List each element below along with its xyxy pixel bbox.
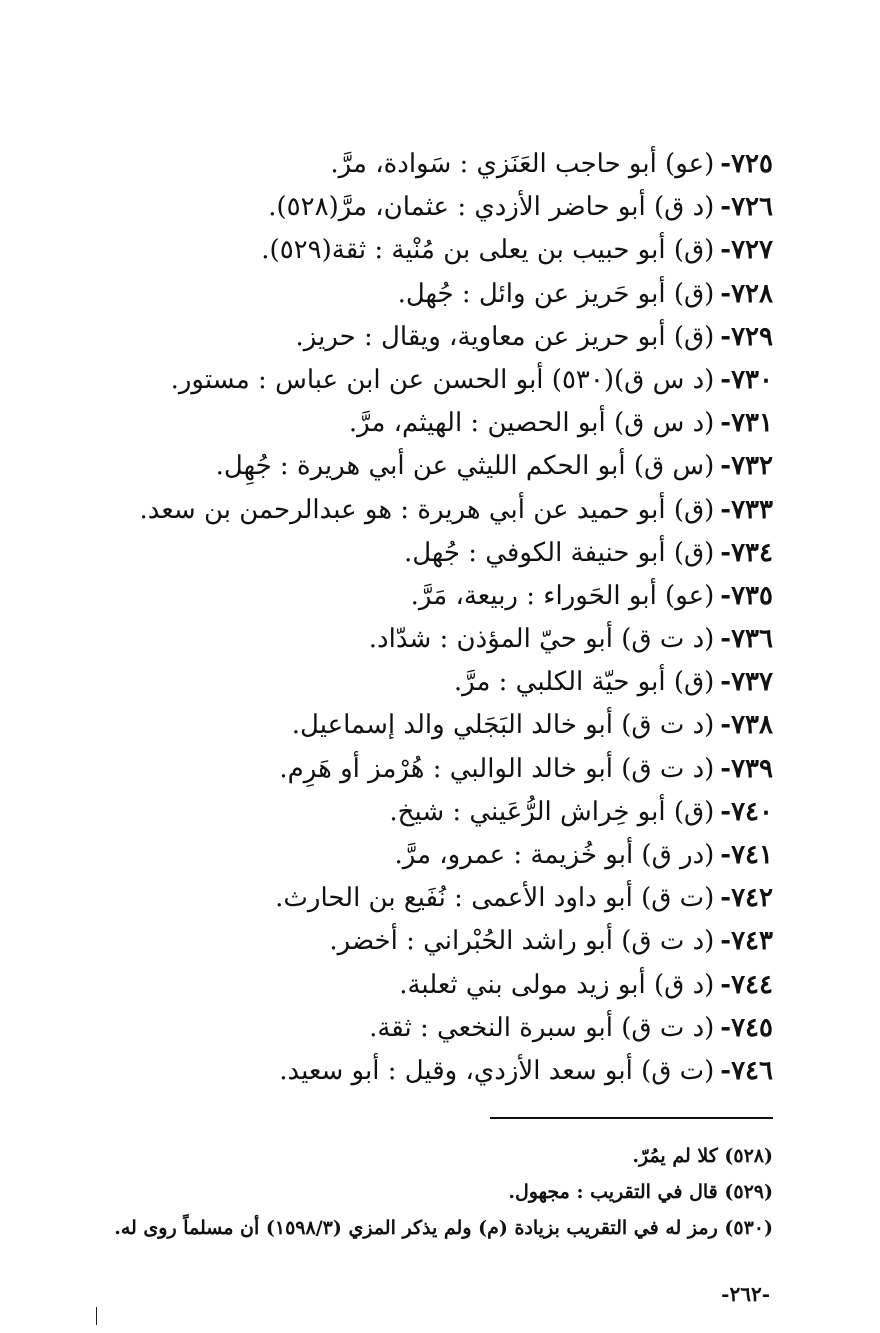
footnote-530: (٥٣٠) رمز له في التقريب بزيادة (م) ولم يذكر المزي (١٥٩٨/٣) أن مسلماً روى له.: [114, 1217, 773, 1239]
entry-number: ٧٣٥-: [720, 580, 773, 611]
footnote-529: (٥٢٩) قال في التقريب : مجهول.: [508, 1181, 773, 1203]
entry-746: [93, 1050, 773, 1093]
entry-744: [93, 964, 773, 1007]
entry-text: (د س ق)(٥٣٠) أبو الحسن عن ابن عباس : مستور.: [170, 364, 715, 395]
entry-text: (ق) أبو خِراش الرُّعَيني : شيخ.: [389, 796, 715, 827]
entry-725: [93, 143, 773, 186]
entry-745: [93, 1007, 773, 1050]
entry-text: (عو) أبو الحَوراء : ربيعة، مَرَّ.: [410, 580, 715, 611]
entry-text: (ق) أبو حَريز عن وائل : جُهل.: [397, 278, 715, 309]
entry-number: ٧٣٤-: [720, 537, 773, 568]
entry-732: [93, 445, 773, 488]
entry-number: ٧٤٤-: [720, 969, 773, 1000]
entry-text: (ق) أبو حيّة الكلبي : مرَّ.: [453, 667, 715, 698]
entry-736: [93, 618, 773, 661]
margin-mark: [96, 1307, 97, 1325]
entry-text: (عو) أبو حاجب العَنَزي : سَوادة، مرَّ.: [330, 149, 715, 179]
entry-727: [93, 229, 773, 272]
entry-text: (د ت ق) أبو راشد الحُبْراني : أخضر.: [329, 926, 715, 957]
entry-number: ٧٢٧-: [720, 235, 773, 266]
entry-number: ٧٣٧-: [720, 667, 773, 698]
entry-number: ٧٣٦-: [720, 624, 773, 655]
entry-737: [93, 661, 773, 704]
footnote-528: (٥٢٨) كلا لم يمُرّ.: [632, 1145, 773, 1167]
entry-733: [93, 489, 773, 532]
entry-text: (ت ق) أبو سعد الأزدي، وقيل : أبو سعيد.: [279, 1055, 715, 1086]
entry-number: ٧٣٣-: [720, 494, 773, 525]
entry-731: [93, 402, 773, 445]
footnote-list: [93, 1138, 773, 1246]
entry-text: (س ق) أبو الحكم الليثي عن أبي هريرة : جُهِل.: [215, 451, 715, 482]
entry-726: [93, 186, 773, 229]
entry-number: ٧٤٣-: [720, 926, 773, 957]
entry-text: (د ق) أبو حاضر الأزدي : عثمان، مرَّ(٥٢٨).: [268, 192, 715, 223]
entry-list: [93, 143, 773, 1093]
entry-text: (د ت ق) أبو سبرة النخعي : ثقة.: [369, 1012, 715, 1043]
entry-text: (د ق) أبو زيد مولى بني ثعلبة.: [399, 969, 715, 1000]
entry-742: [93, 877, 773, 920]
entry-text: (ق) أبو حميد عن أبي هريرة : هو عبدالرحمن بن سعد.: [139, 494, 715, 525]
page-number: -٢٦٢-: [721, 1282, 770, 1306]
entry-text: (در ق) أبو خُزيمة : عمرو، مرَّ.: [394, 840, 715, 870]
entry-number: ٧٢٦-: [720, 192, 773, 223]
entry-number: ٧٣٩-: [720, 753, 773, 784]
entry-734: [93, 532, 773, 575]
entry-number: ٧٤٥-: [720, 1012, 773, 1043]
entry-728: [93, 273, 773, 316]
entry-738: [93, 704, 773, 747]
entry-743: [93, 920, 773, 963]
entry-number: ٧٤٢-: [720, 883, 773, 914]
entry-number: ٧٣٠-: [720, 364, 773, 395]
entry-number: ٧٤١-: [720, 840, 773, 870]
entry-text: (د ت ق) أبو حيّ المؤذن : شدّاد.: [368, 624, 715, 655]
entry-number: ٧٢٩-: [720, 321, 773, 352]
entry-text: (د س ق) أبو الحصين : الهيثم، مرَّ.: [348, 408, 715, 439]
entry-text: (ق) أبو حريز عن معاوية، ويقال : حريز.: [295, 321, 715, 352]
entry-text: (ق) أبو حنيفة الكوفي : جُهل.: [403, 537, 715, 568]
entry-730: [93, 359, 773, 402]
entry-text: (ق) أبو حبيب بن يعلى بن مُنْية : ثقة(٥٢٩).: [261, 235, 715, 266]
entry-number: ٧٤٠-: [720, 796, 773, 827]
entry-735: [93, 575, 773, 618]
entry-number: ٧٣١-: [720, 408, 773, 439]
footnote-divider: [490, 1117, 773, 1119]
entry-739: [93, 748, 773, 791]
entry-number: ٧٢٨-: [720, 278, 773, 309]
entry-740: [93, 791, 773, 834]
entry-number: ٧٣٢-: [720, 451, 773, 482]
entry-text: (د ت ق) أبو خالد الوالبي : هُرْمز أو هَرِم.: [279, 753, 715, 784]
entry-729: [93, 316, 773, 359]
entry-number: ٧٤٦-: [720, 1055, 773, 1086]
entry-741: [93, 834, 773, 877]
entry-text: (ت ق) أبو داود الأعمى : نُفَيع بن الحارث.: [275, 883, 715, 914]
entry-number: ٧٢٥-: [720, 149, 773, 179]
entry-text: (د ت ق) أبو خالد البَجَلي والد إسماعيل.: [291, 710, 715, 741]
entry-number: ٧٣٨-: [720, 710, 773, 741]
